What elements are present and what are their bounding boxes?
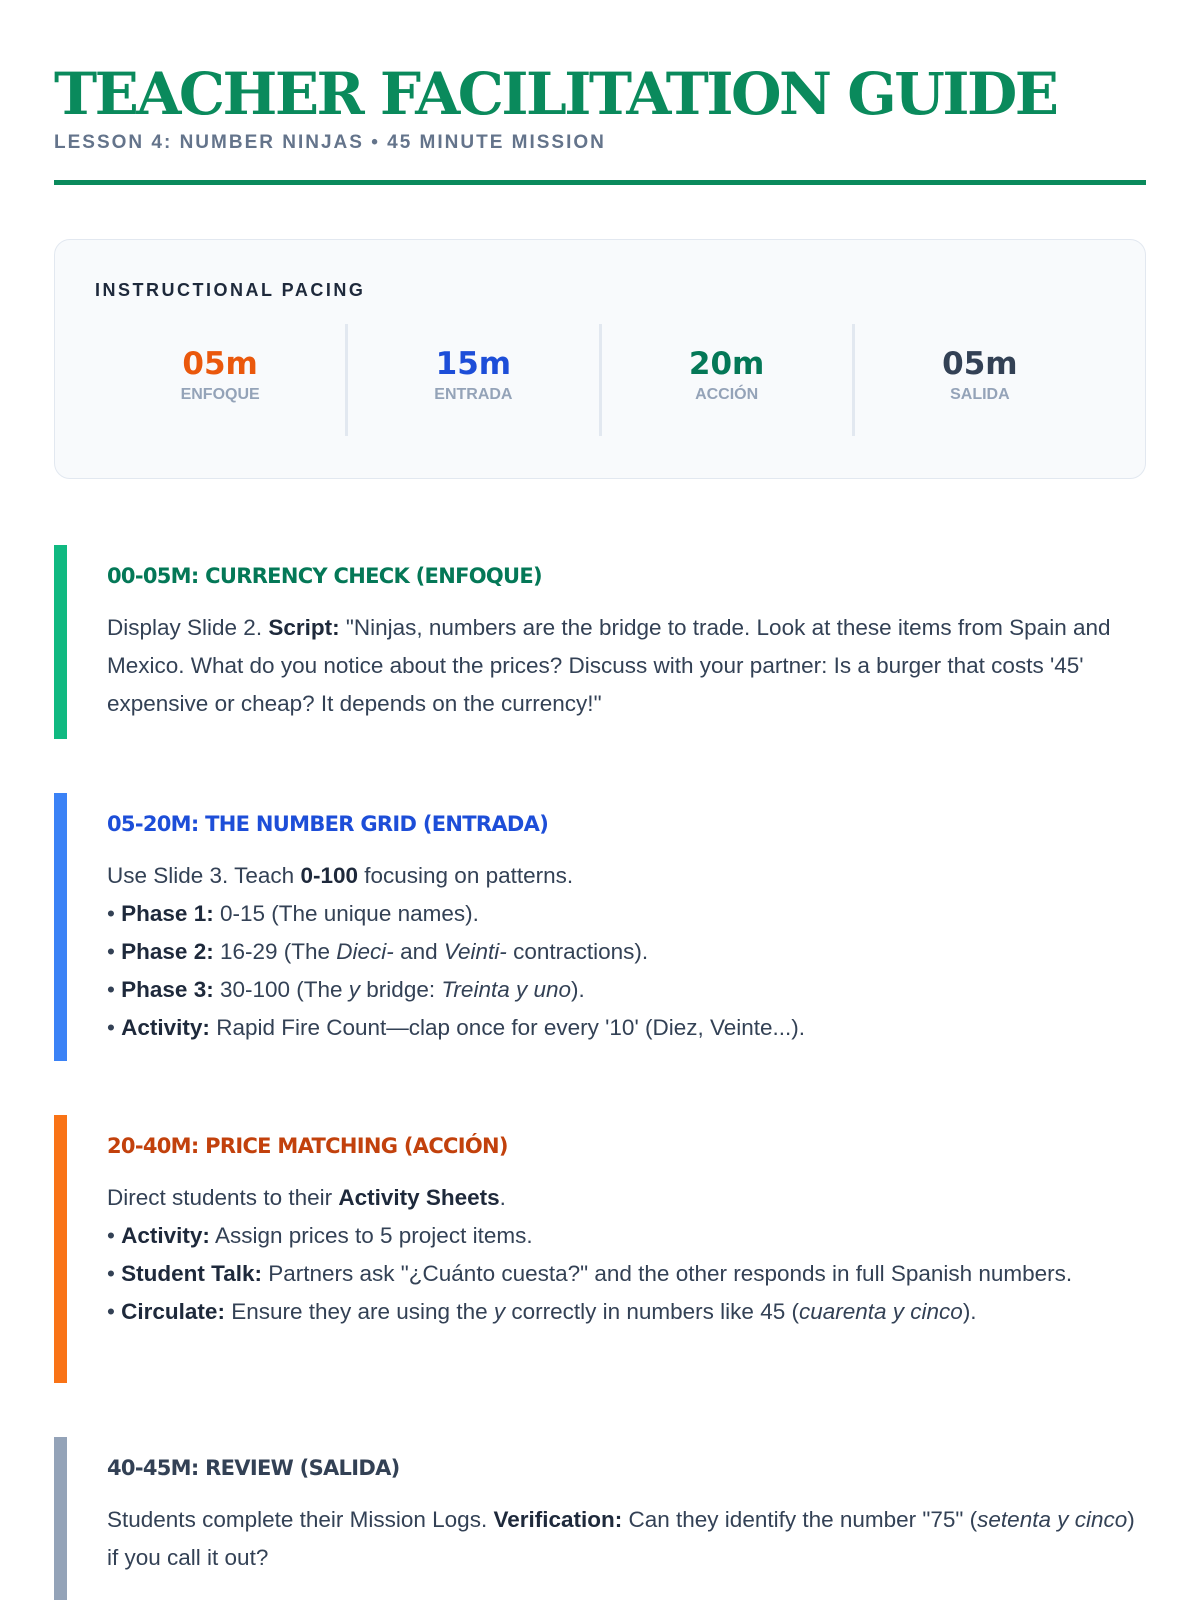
pacing-time: 20m — [688, 346, 765, 382]
title-divider — [54, 180, 1146, 185]
item-label: Phase 1: — [121, 901, 214, 926]
pacing-item-salida — [852, 324, 1105, 436]
body-text: . — [499, 1185, 506, 1210]
verification-label: Verification: — [493, 1507, 623, 1532]
item-text: 16-29 (The — [213, 939, 337, 964]
section-title: 40-45M: REVIEW (SALIDA) — [107, 1456, 400, 1480]
item-text: bridge: — [360, 977, 442, 1002]
instructional-pacing-card — [54, 239, 1146, 479]
lesson-subtitle: LESSON 4: NUMBER NINJAS • 45 MINUTE MISSION — [54, 132, 606, 153]
item-text: contractions). — [506, 939, 649, 964]
item-italic: Treinta y uno — [441, 977, 572, 1002]
item-text: Assign prices to 5 project items. — [209, 1223, 533, 1248]
section-entrada — [54, 793, 1146, 1061]
bullet: • — [107, 1261, 115, 1286]
pacing-label: ACCIÓN — [695, 386, 759, 403]
body-italic: setenta y cinco — [977, 1507, 1128, 1532]
item-text: Ensure they are using the — [224, 1299, 494, 1324]
list-item — [107, 971, 1146, 1009]
item-text: 30-100 (The — [213, 977, 349, 1002]
script-text: "Ninjas, numbers are the bridge to trade. Look at these items from Spain and Mexico. What do you notice about the prices? Discuss with your partner: Is a burger that costs '45' expensive or cheap? It depends on the currency!" — [107, 615, 1111, 716]
body-text: Display Slide 2. — [107, 615, 269, 640]
section-body — [107, 1179, 1146, 1331]
section-body — [107, 609, 1146, 723]
item-italic: y — [348, 977, 361, 1002]
bullet: • — [107, 977, 115, 1002]
item-label: Activity: — [121, 1015, 210, 1040]
page-title: TEACHER FACILITATION GUIDE — [54, 60, 1057, 128]
item-text: and — [393, 939, 444, 964]
item-italic: Veinti- — [443, 939, 507, 964]
pacing-label: SALIDA — [950, 386, 1010, 403]
bullet: • — [107, 1015, 115, 1040]
pacing-item-enfoque — [95, 324, 345, 436]
section-title: 05-20M: THE NUMBER GRID (ENTRADA) — [107, 812, 549, 836]
item-text: ). — [962, 1299, 977, 1324]
body-text: Use Slide 3. Teach — [107, 863, 301, 888]
body-emphasis: Activity Sheets — [338, 1185, 500, 1210]
section-body — [107, 1501, 1146, 1577]
body-text: Students complete their Mission Logs. — [107, 1507, 494, 1532]
pacing-time: 05m — [182, 346, 258, 382]
item-italic: y — [493, 1299, 506, 1324]
body-text: Can they identify the number "75" ( — [622, 1507, 978, 1532]
pacing-heading: INSTRUCTIONAL PACING — [95, 280, 366, 300]
item-italic: Dieci- — [336, 939, 394, 964]
bullet: • — [107, 901, 115, 926]
item-label: Phase 3: — [121, 977, 214, 1002]
section-accent-bar — [54, 793, 67, 1061]
pacing-row — [95, 324, 1105, 436]
list-item — [107, 933, 1146, 971]
list-item — [107, 895, 1146, 933]
item-text: Rapid Fire Count—clap once for every '10' (Diez, Veinte...). — [209, 1015, 806, 1040]
section-body — [107, 857, 1146, 1047]
item-label: Activity: — [121, 1223, 210, 1248]
section-title: 00-05M: CURRENCY CHECK (ENFOQUE) — [107, 564, 542, 588]
list-item — [107, 1293, 1146, 1331]
body-line — [107, 857, 1146, 895]
item-label: Phase 2: — [121, 939, 214, 964]
pacing-item-accion — [599, 324, 852, 436]
section-accent-bar — [54, 1115, 67, 1383]
item-text: correctly in numbers like 45 ( — [505, 1299, 799, 1324]
pacing-time: 15m — [435, 346, 512, 382]
bullet: • — [107, 939, 115, 964]
body-text: focusing on patterns. — [358, 863, 574, 888]
body-text: Direct students to their — [107, 1185, 339, 1210]
pacing-label: ENFOQUE — [180, 386, 260, 403]
item-text: Partners ask "¿Cuánto cuesta?" and the other responds in full Spanish numbers. — [262, 1261, 1073, 1286]
list-item — [107, 1009, 1146, 1047]
section-accent-bar — [54, 1437, 67, 1600]
item-text: ). — [571, 977, 585, 1002]
section-enfoque — [54, 545, 1146, 739]
section-salida — [54, 1437, 1146, 1600]
section-accent-bar — [54, 545, 67, 739]
item-text: 0-15 (The unique names). — [213, 901, 479, 926]
bullet: • — [107, 1223, 115, 1248]
item-italic: cuarenta y cinco — [798, 1299, 963, 1324]
list-item — [107, 1217, 1146, 1255]
script-label: Script: — [268, 615, 340, 640]
section-accion — [54, 1115, 1146, 1383]
pacing-label: ENTRADA — [434, 386, 513, 403]
body-emphasis: 0-100 — [300, 863, 358, 888]
body-text: ) if you call it out? — [107, 1507, 1135, 1570]
pacing-time: 05m — [942, 346, 1018, 382]
bullet: • — [107, 1299, 115, 1324]
pacing-item-entrada — [345, 324, 598, 436]
item-label: Student Talk: — [121, 1261, 262, 1286]
body-line — [107, 1179, 1146, 1217]
list-item — [107, 1255, 1146, 1293]
section-title: 20-40M: PRICE MATCHING (ACCIÓN) — [107, 1134, 508, 1158]
item-label: Circulate: — [121, 1299, 225, 1324]
